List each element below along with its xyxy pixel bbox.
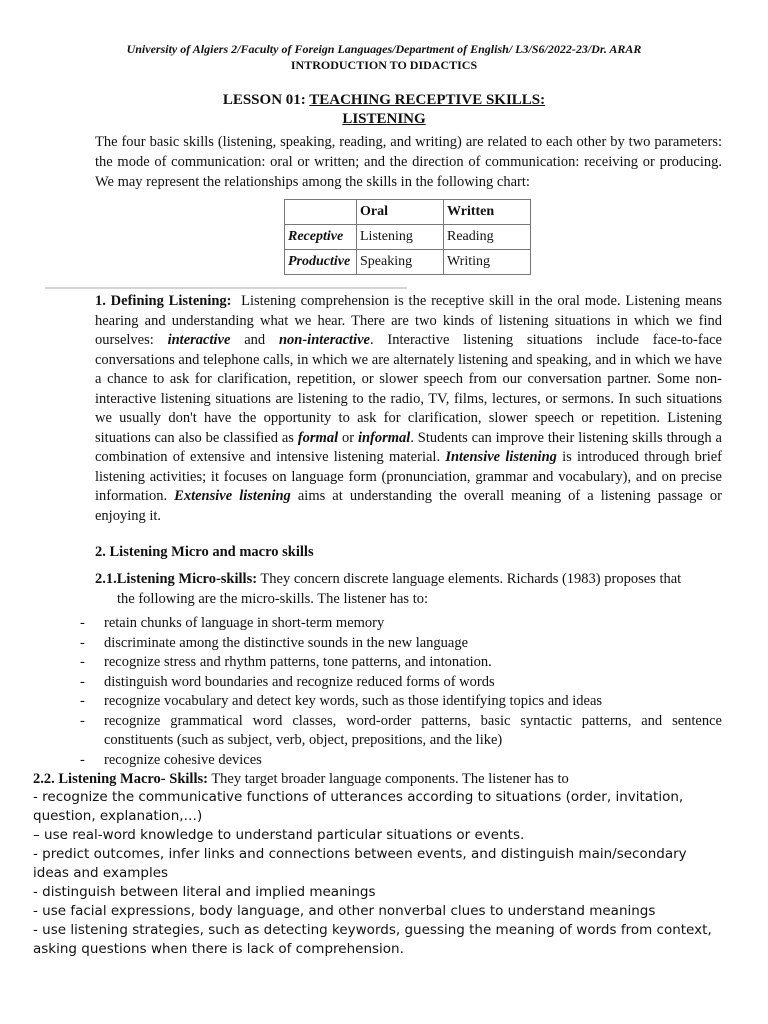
list-item [0,692,722,712]
list-item-text: distinguish word boundaries and recognize reduced forms of words [104,673,495,690]
bullet-dash: - [80,673,85,690]
table-cell: Oral [357,200,444,225]
skills-table [284,199,531,275]
list-item: - distinguish between literal and implied meanings [33,884,376,900]
lesson-topic: TEACHING RECEPTIVE SKILLS: [309,92,546,108]
emphasis: formal [297,429,339,446]
list-item: - predict outcomes, infer links and connections between events, and distinguish main/secondary ideas and examples [33,846,687,881]
table-cell: Listening [357,225,444,250]
intro-paragraph: The four basic skills (listening, speaking, reading, and writing) are related to each other by two parameters: the mode of communication: oral or written; and the direction of communication: receiving or producing. We may represent the relationships among the skills in the following chart: [95,134,722,190]
divider [45,287,407,289]
course-header: University of Algiers 2/Faculty of Foreign Languages/Department of English/ L3/S6/2022-23/Dr. ARAR [126,42,642,56]
list-item: - recognize the communicative functions of utterances according to situations (order, invitation, question, explanation,…) [33,789,684,824]
list-item [0,653,722,673]
list-item-text: discriminate among the distinctive sounds in the new language [104,634,469,651]
emphasis: Intensive listening [445,449,557,465]
macro-skills-intro [33,770,723,789]
emphasis: Extensive listening [174,488,291,504]
lesson-prefix: LESSON 01: [222,92,310,108]
emphasis: informal [357,429,411,446]
table-cell: Receptive [285,225,357,250]
list-item [0,712,722,751]
table-row [285,225,531,250]
table-row [285,250,531,275]
list-item [0,634,722,654]
section-heading: 2. Listening Micro and macro skills [95,544,314,560]
micro-skills-intro [95,569,722,609]
paragraph-text: . Interactive listening situations include face-to-face conversations and telephone calls, in which we are alternately listening and speaking, and in which we have a chance to ask for clarification, repetition, or slower speech from our conversation partner. Some non-interactive listening situations are listening to the radio, TV, films, lectures, or sermons. In such situations we usually don't have the opportunity to ask for clarification, slower speech or repetition. Listening situations can also be classified as [95,332,722,446]
list-item: - use facial expressions, body language, and other nonverbal clues to understand meanings [33,903,656,919]
list-item-text: recognize cohesive devices [104,751,262,768]
lesson-subtitle: LISTENING [342,111,426,127]
emphasis: interactive [167,332,231,348]
paragraph-text: aims at understanding the overall meaning of a listening passage or enjoying it. [95,488,723,524]
table-header-row [285,200,531,225]
paragraph-text: They target broader language components. The listener has to [207,771,569,787]
list-item [0,751,722,771]
section-heading: 1. Defining Listening: [95,293,232,309]
list-item-text: retain chunks of language in short-term memory [104,615,385,631]
table-cell [285,200,357,225]
subsection-heading: 2.2. Listening Macro- Skills: [33,771,208,787]
list-item [0,673,722,693]
paragraph-text: They concern discrete language elements. Richards (1983) proposes that [257,571,682,587]
table-cell: Speaking [357,250,444,275]
bullet-dash: - [80,693,85,709]
table-cell: Writing [444,250,531,275]
paragraph-text: or [338,429,358,446]
list-item-text: recognize stress and rhythm patterns, tone patterns, and intonation. [104,654,492,670]
bullet-dash: - [80,712,85,729]
macro-skills-list [33,788,723,959]
lesson-title [0,92,768,109]
bullet-dash: - [80,751,85,768]
table-cell: Productive [285,250,357,275]
emphasis: non-interactive [278,332,370,348]
bullet-dash: - [80,615,85,631]
course-title: INTRODUCTION TO DIDACTICS [290,58,478,72]
micro-skills-list [0,614,722,770]
list-item-text: recognize vocabulary and detect key words, such as those identifying topics and ideas [104,693,603,709]
subsection-heading: 2.1.Listening Micro-skills: [95,571,258,587]
list-item: – use real-word knowledge to understand particular situations or events. [33,827,525,843]
bullet-dash: - [80,634,85,651]
defining-listening-paragraph [95,292,722,526]
paragraph-text: the following are the micro-skills. The listener has to: [117,591,429,607]
table-cell: Written [444,200,531,225]
table-cell: Reading [444,225,531,250]
list-item [0,614,722,634]
paragraph-text: Listening comprehension is the receptive skill in the oral mode. Listening means hearing and understanding what we hear. There are two kinds of listening situations in which we find ourselves: [95,293,722,348]
paragraph-text: is introduced through brief listening activities; it focuses on language form (pronunciation, grammar and vocabulary), and on precise information. [95,449,722,504]
paragraph-text: . Students can improve their listening skills through a combination of extensive and intensive listening material. [95,429,722,465]
bullet-dash: - [80,654,85,670]
paragraph-text: and [230,332,279,348]
list-item: - use listening strategies, such as detecting keywords, guessing the meaning of words from context, asking questions when there is lack of comprehension. [33,922,712,957]
list-item-text: recognize grammatical word classes, word-order patterns, basic syntactic patterns, and sentence constituents (such as subject, verb, object, prepositions, and the like) [104,712,722,748]
